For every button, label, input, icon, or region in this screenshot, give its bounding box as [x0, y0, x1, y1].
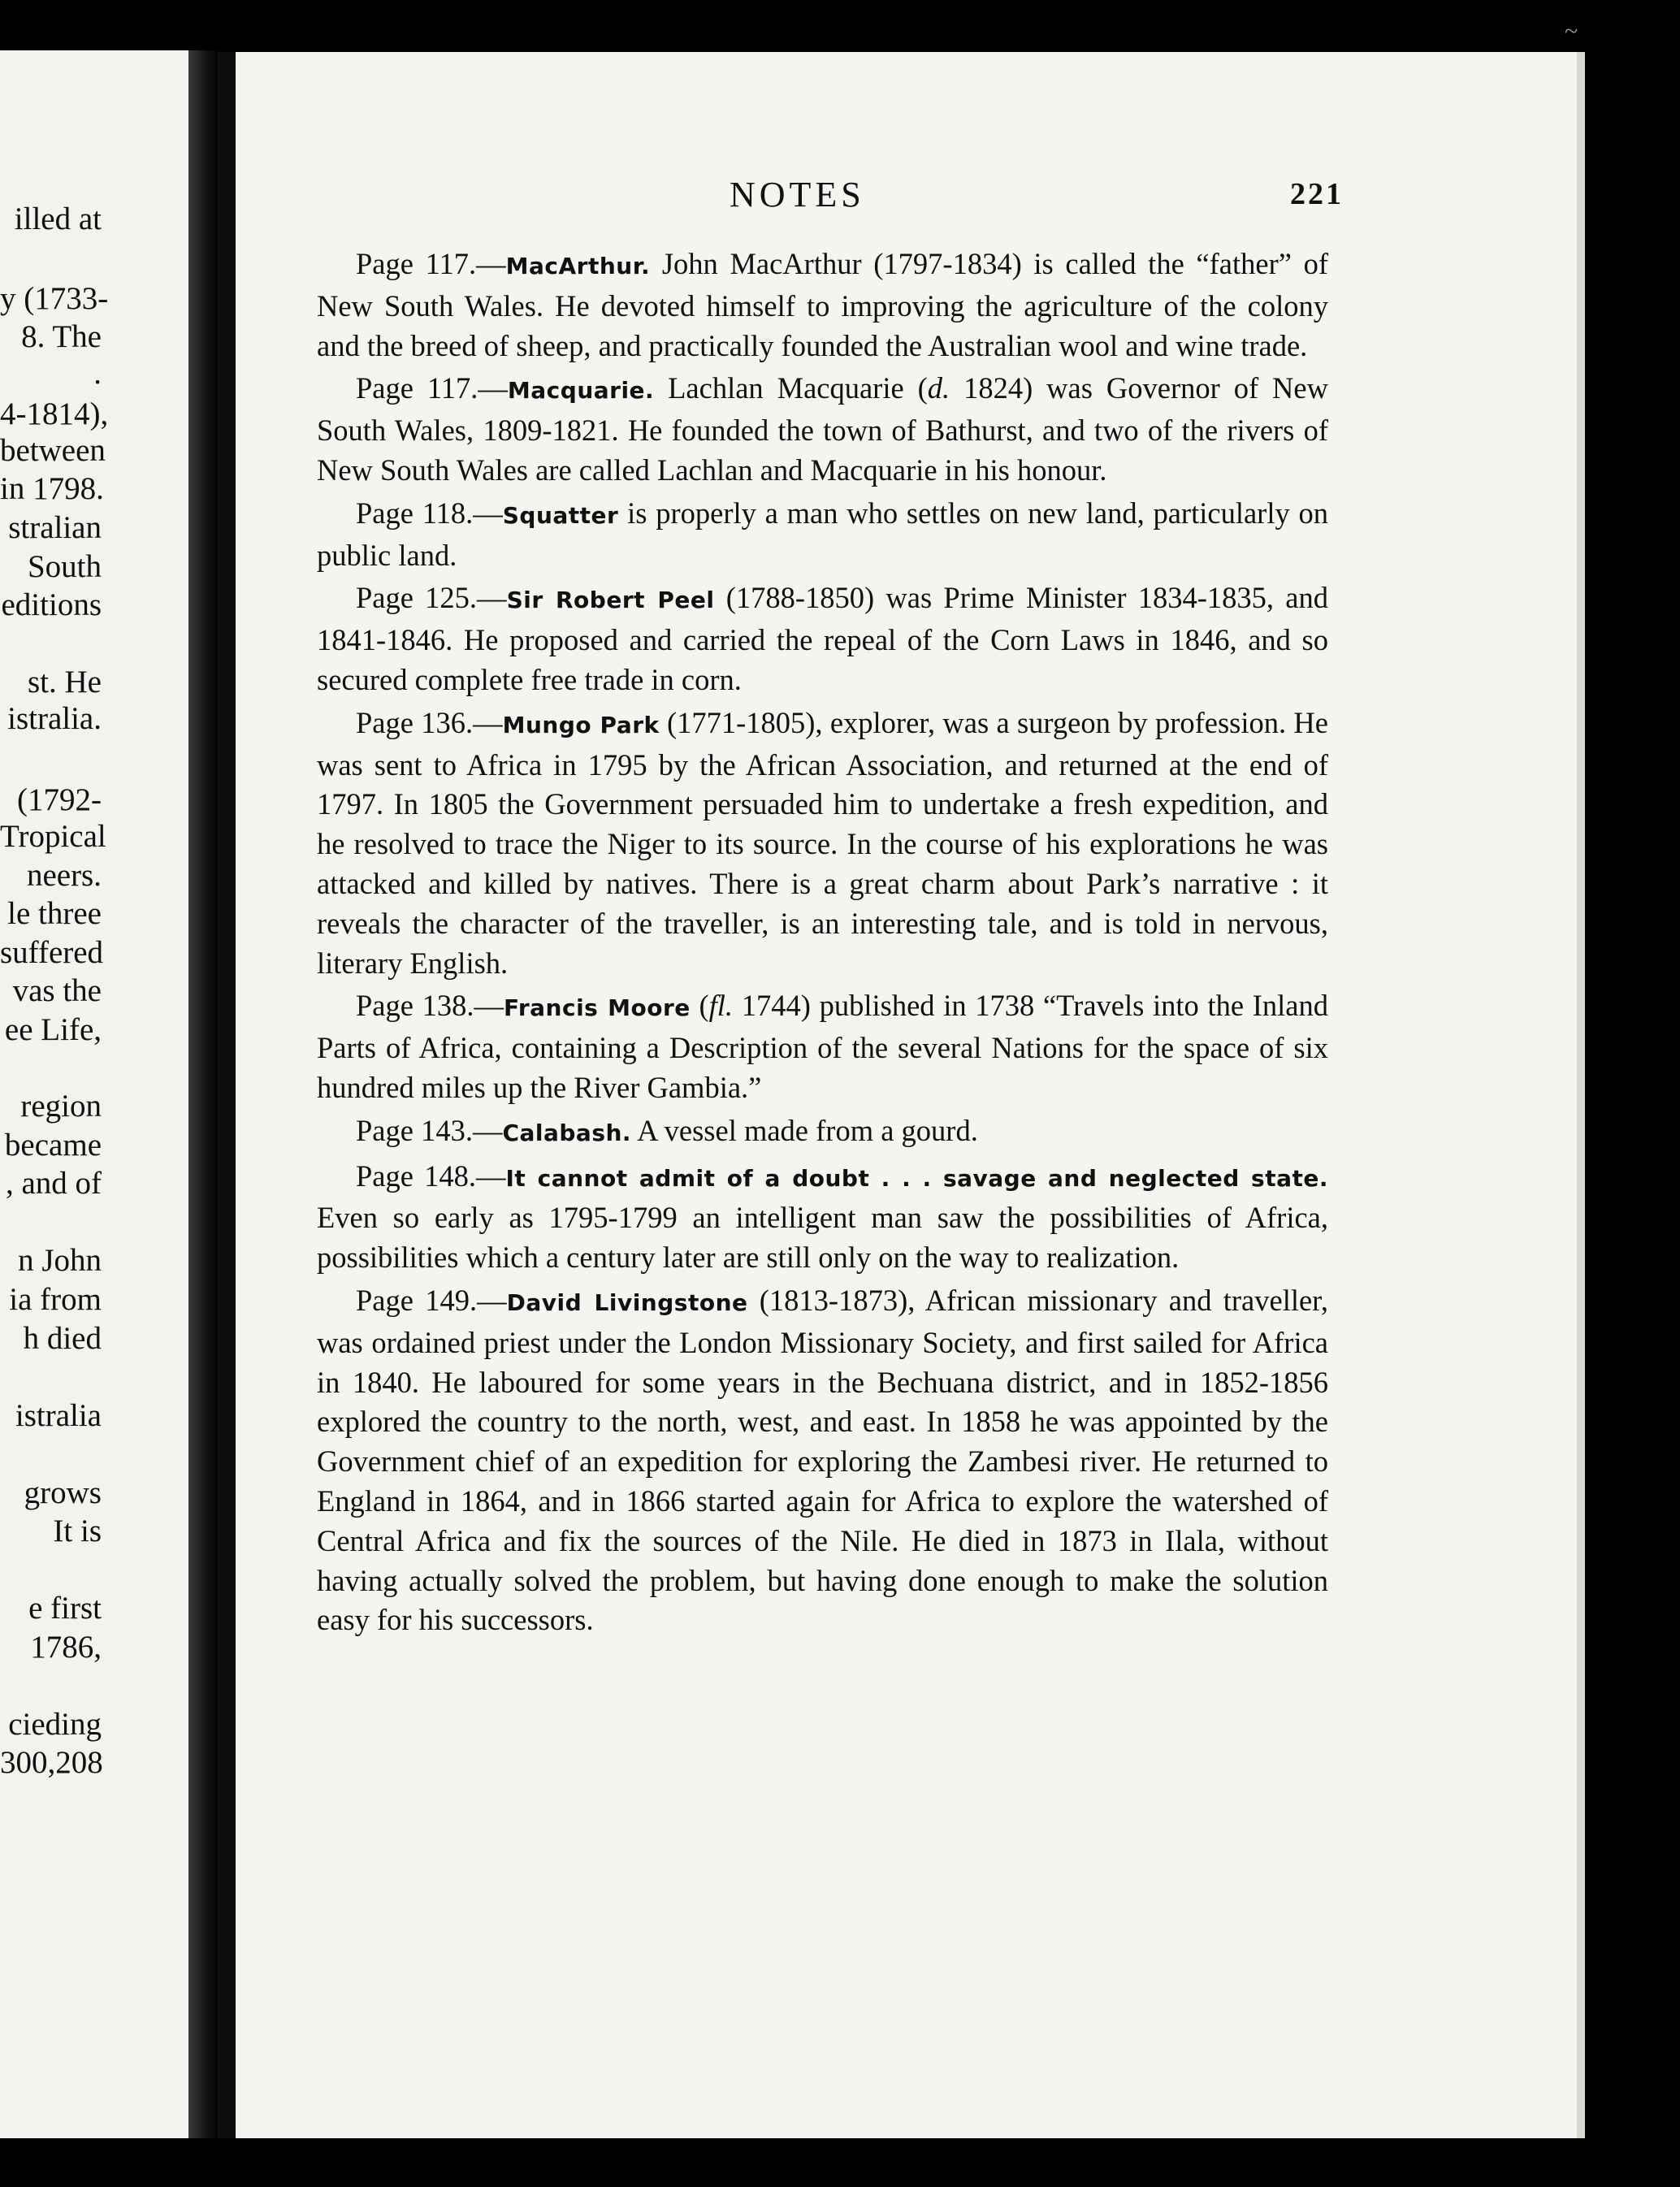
note-italic: d. — [927, 371, 950, 405]
note-text: 1744) published in 1738 “Travels into the Inland Parts of Africa, containing a Description of the several Nations for the space of six hundred miles up the River Gambia.” — [317, 989, 1329, 1104]
note-keyword: Mungo Park — [502, 711, 660, 738]
note-page-ref: Page 138.— — [356, 989, 504, 1023]
note-squatter — [317, 494, 1328, 576]
page-edge — [1577, 52, 1585, 2138]
facing-page-line: le three — [7, 896, 102, 931]
facing-page-line: region — [20, 1089, 102, 1124]
facing-page-line: South — [27, 549, 102, 584]
note-text: (1788-1850) was Prime Minister 1834-1835, and 1841-1846. He proposed and carried the repeal of the Corn Laws in 1846, and so secured complete free trade in corn. — [317, 581, 1328, 696]
note-keyword: Francis Moore — [504, 994, 691, 1022]
note-keyword: Calabash. — [502, 1119, 632, 1146]
note-page-ref: Page 149.— — [356, 1283, 507, 1317]
facing-page-line: Tropical — [0, 819, 106, 854]
note-calabash — [317, 1111, 1328, 1154]
note-page-ref: Page 136.— — [356, 705, 503, 739]
facing-page-line: It is — [53, 1514, 102, 1548]
note-text: John MacArthur (1797-1834) is called the “father” of New South Wales. He devoted himself to improving the agriculture of the colony and the breed of sheep, and practically founded the Australian wool and wine trade. — [317, 247, 1328, 362]
page-number: 221 — [1290, 177, 1344, 211]
facing-page-line: cieding — [8, 1707, 102, 1742]
facing-page-line: ee Life, — [4, 1012, 102, 1047]
note-text: (1771-1805), explorer, was a surgeon by profession. He was sent to Africa in 1795 by the African Association, and returned at the end of 1797. In 1805 the Government persuaded him to undertake a fresh expedition, and he resolved to trace the Niger to its source. In the course of his explorations he was attacked and killed by natives. There is a great charm about Park’s narrative : it reveals the character of the traveller, is an interesting tale, and is told in nervous, literary English. — [317, 705, 1328, 980]
running-head: NOTES — [730, 175, 865, 214]
facing-page-line: istralia — [15, 1398, 102, 1433]
facing-page-line: 4-1814), — [0, 396, 109, 431]
facing-page-line: in 1798. — [0, 471, 104, 506]
note-text: Even so early as 1795-1799 an intelligent man saw the possibilities of Africa, possibilities which a century later are still only on the way to realization. — [317, 1201, 1328, 1275]
facing-page-line: grows — [24, 1475, 102, 1510]
facing-page-line: , and of — [5, 1166, 102, 1201]
note-macquarie — [317, 369, 1328, 490]
facing-page-line: y (1733- — [0, 281, 109, 316]
note-page-ref: Page 143.— — [356, 1113, 503, 1147]
facing-page-line: n John — [18, 1243, 102, 1278]
facing-page-line: 8. The — [21, 319, 102, 354]
note-keyword: Squatter — [502, 501, 619, 529]
facing-page-line: illed at — [14, 201, 102, 236]
note-text: 1824) was Governor of New South Wales, 1809-1821. He founded the town of Bathurst, and two of the rivers of New South Wales are called Lachlan and Macquarie in his honour. — [317, 371, 1328, 487]
facing-page-line: between — [0, 433, 106, 468]
facing-page-line: vas the — [12, 973, 102, 1008]
note-page-ref: Page 118.— — [356, 496, 503, 530]
gutter-shadow — [188, 50, 221, 2138]
note-italic: fl. — [708, 989, 734, 1023]
note-text: A vessel made from a gourd. — [631, 1113, 978, 1147]
note-page-ref: Page 148.— — [356, 1158, 506, 1193]
note-keyword: David Livingstone — [506, 1288, 748, 1316]
note-keyword: It cannot admit of a doubt . . . savage and neglected state. — [505, 1164, 1329, 1192]
facing-page-line: (1792- — [17, 782, 102, 817]
facing-page-line: h died — [23, 1321, 102, 1356]
facing-page-line: editions — [1, 587, 102, 622]
note-macarthur — [317, 245, 1328, 366]
note-francis-moore — [317, 986, 1328, 1107]
facing-page-line: ia from — [9, 1282, 102, 1317]
facing-page-line: e first — [28, 1591, 102, 1626]
note-text-before-italic: Lachlan Macquarie ( — [654, 371, 928, 405]
note-page-ref: Page 125.— — [356, 581, 507, 615]
facing-page-line: istralia. — [7, 701, 102, 736]
note-peel — [317, 578, 1328, 699]
note-page-ref: Page 117.— — [356, 247, 506, 280]
facing-page-line: suffered — [0, 935, 104, 970]
notes-body — [317, 245, 1328, 1643]
facing-page-line: stralian — [8, 510, 102, 545]
facing-page-line: 300,208 — [0, 1745, 103, 1780]
note-page-ref: Page 117.— — [356, 371, 508, 405]
facing-page-line: st. He — [28, 665, 102, 699]
scan-mark: ~ — [1565, 18, 1578, 45]
note-mungo-park — [317, 704, 1328, 984]
facing-page-line: neers. — [26, 858, 102, 893]
facing-page-fragment — [0, 50, 188, 2138]
note-text: is properly a man who settles on new land, particularly on public land. — [317, 496, 1328, 572]
note-livingstone — [317, 1281, 1328, 1640]
note-text-before-italic: ( — [690, 989, 709, 1023]
book-spine — [218, 52, 236, 2138]
facing-page-line: . — [93, 356, 102, 391]
facing-page-line: became — [4, 1128, 102, 1163]
note-keyword: Macquarie. — [507, 377, 655, 405]
book-page — [218, 52, 1585, 2138]
note-keyword: Sir Robert Peel — [506, 587, 715, 614]
note-text: (1813-1873), African missionary and traveller, was ordained priest under the London Missionary Society, and first sailed for Africa in 1840. He laboured for some years in the Bechuana district, and in 1852-1856 explored the country to the north, west, and east. In 1858 he was appointed by the Government chief of an expedition for exploring the Zambesi river. He returned to England in 1864, and in 1866 started again for Africa to explore the watershed of Central Africa and fix the sources of the Nile. He died in 1873 in Ilala, without having actually solved the problem, but having done enough to make the solution easy for his successors. — [317, 1283, 1328, 1637]
note-cannot-admit — [317, 1157, 1328, 1278]
facing-page-line: 1786, — [30, 1630, 102, 1665]
note-keyword: MacArthur. — [505, 253, 651, 279]
